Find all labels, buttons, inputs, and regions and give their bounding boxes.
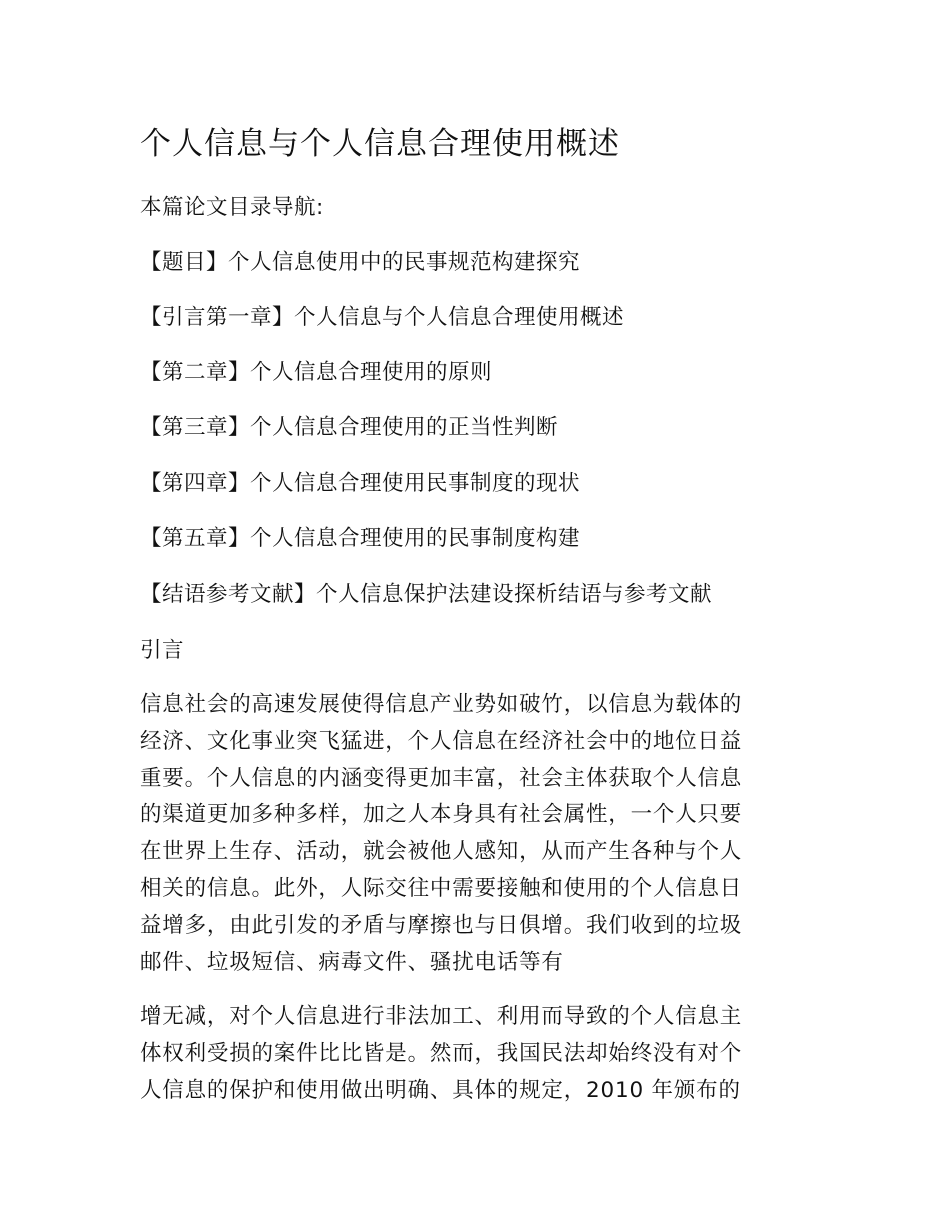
paragraph-line: 在世界上生存、活动，就会被他人感知，从而产生各种与个人 — [140, 839, 743, 865]
toc-item: 【第五章】个人信息合理使用的民事制度构建 — [140, 526, 581, 551]
paragraph-line: 信息社会的高速发展使得信息产业势如破竹，以信息为载体的 — [140, 692, 743, 717]
paragraph-line: 重要。个人信息的内涵变得更加丰富，社会主体获取个人信息 — [140, 765, 743, 791]
toc-item: 【第三章】个人信息合理使用的正当性判断 — [140, 415, 559, 440]
toc-item: 【题目】个人信息使用中的民事规范构建探究 — [140, 250, 581, 275]
body-paragraph — [140, 999, 805, 1109]
paragraph-line: 邮件、垃圾短信、病毒文件、骚扰电话等有 — [140, 949, 564, 975]
toc-item: 【引言第一章】个人信息与个人信息合理使用概述 — [140, 305, 625, 330]
document-title: 个人信息与个人信息合理使用概述 — [140, 126, 620, 162]
toc-item: 【第二章】个人信息合理使用的原则 — [140, 360, 493, 385]
paragraph-line: 经济、文化事业突飞猛进，个人信息在经济社会中的地位日益 — [140, 728, 743, 754]
body-paragraph — [140, 687, 805, 981]
paragraph-line: 人信息的保护和使用做出明确、具体的规定，2010 年颁布的 — [140, 1077, 741, 1103]
paragraph-line: 体权利受损的案件比比皆是。然而，我国民法却始终没有对个 — [140, 1040, 743, 1066]
section-heading: 引言 — [140, 638, 185, 663]
paragraph-line: 增无减，对个人信息进行非法加工、利用而导致的个人信息主 — [140, 1004, 743, 1029]
toc-item: 【第四章】个人信息合理使用民事制度的现状 — [140, 471, 581, 496]
paragraph-line: 的渠道更加多种多样，加之人本身具有社会属性，一个人只要 — [140, 802, 743, 828]
toc-heading: 本篇论文目录导航: — [140, 195, 324, 220]
paragraph-line: 相关的信息。此外，人际交往中需要接触和使用的个人信息日 — [140, 875, 743, 901]
paragraph-line: 益增多，由此引发的矛盾与摩擦也与日俱增。我们收到的垃圾 — [140, 912, 743, 938]
toc-item: 【结语参考文献】个人信息保护法建设探析结语与参考文献 — [140, 582, 713, 607]
